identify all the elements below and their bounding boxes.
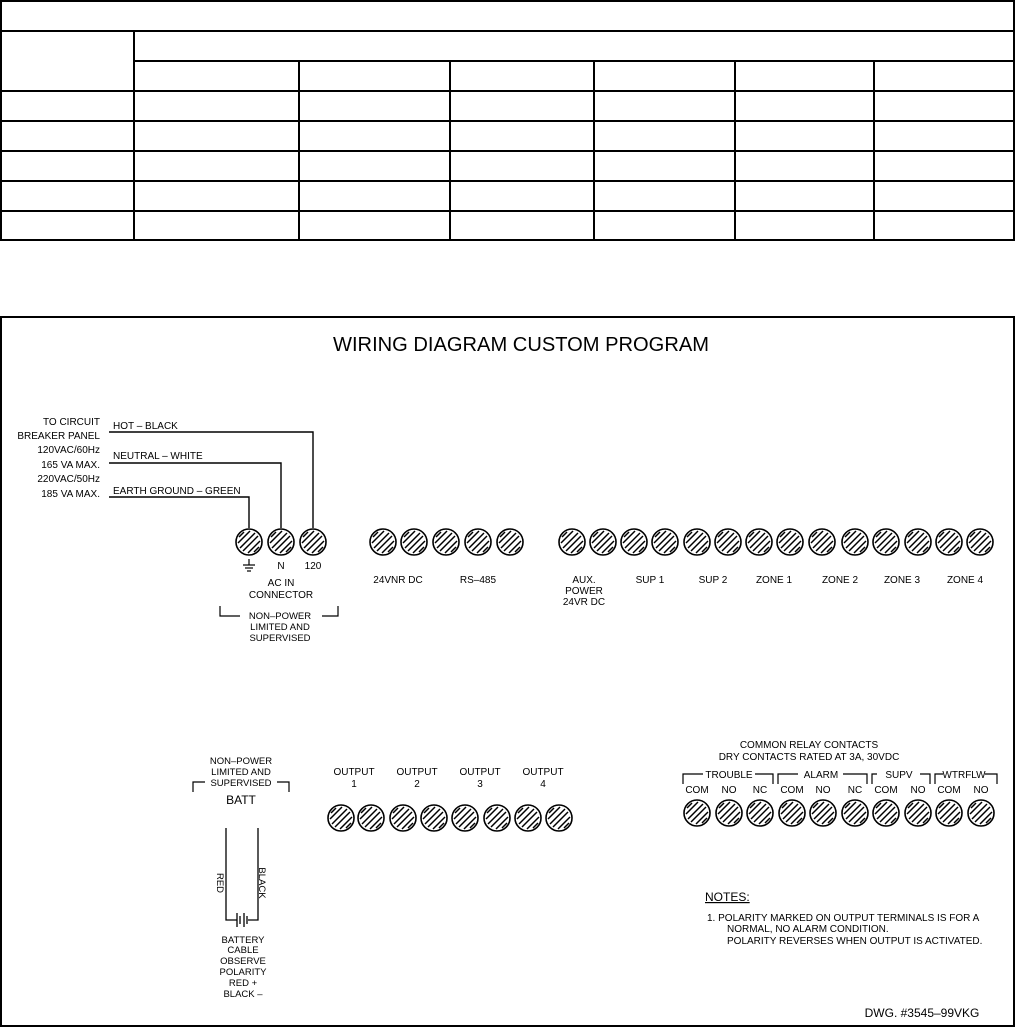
terminal-trouble-com: [684, 800, 710, 826]
relay-group-wtrflw: WTRFLW: [942, 770, 986, 781]
svg-text:185 VA MAX.: 185 VA MAX.: [41, 489, 100, 500]
label-sup1: SUP 1: [635, 575, 665, 586]
relay-term-label-7: COM: [874, 785, 898, 796]
relay-term-label-4: COM: [780, 785, 804, 796]
wire-red-label: RED: [214, 872, 225, 894]
terminal-supv-com: [873, 800, 899, 826]
ac-terminal-ground: [236, 529, 262, 555]
relay-group-supv: SUPV: [885, 770, 913, 781]
terminal-sup2-2: [715, 529, 741, 555]
svg-text:RED +: RED +: [228, 978, 258, 989]
relay-term-label-10: NO: [973, 785, 989, 796]
terminal-output3-b: [484, 805, 510, 831]
output-4-label: OUTPUT: [522, 767, 564, 778]
ground-icon: [243, 559, 255, 571]
svg-text:NORMAL, NO ALARM CONDITION.: NORMAL, NO ALARM CONDITION.: [727, 924, 889, 935]
output-1-number: 1: [351, 779, 357, 790]
svg-text:COMMON RELAY CONTACTS: COMMON RELAY CONTACTS: [739, 740, 879, 751]
label-aux-power-2: POWER: [565, 586, 603, 597]
terminal-24vnr-2: [401, 529, 427, 555]
terminal-sup1-1: [621, 529, 647, 555]
notes-title: NOTES:: [705, 890, 750, 904]
terminal-label-120: 120: [304, 561, 322, 572]
batt-label: BATT: [226, 793, 256, 807]
svg-text:TO CIRCUIT: TO CIRCUIT: [42, 417, 100, 428]
label-zone2: ZONE 2: [821, 575, 859, 586]
terminal-zone1-2: [777, 529, 803, 555]
terminal-zone3-2: [905, 529, 931, 555]
terminal-zone3-1: [873, 529, 899, 555]
svg-text:LIMITED AND: LIMITED AND: [250, 622, 310, 633]
ac-bracket-text: [249, 611, 311, 644]
label-zone4: ZONE 4: [946, 575, 984, 586]
terminal-24vnr-1: [370, 529, 396, 555]
svg-text:NON–POWER: NON–POWER: [209, 756, 273, 767]
terminal-wtrflw-com: [936, 800, 962, 826]
output-2-number: 2: [414, 779, 420, 790]
terminal-output1-a: [328, 805, 354, 831]
relay-term-label-8: NO: [910, 785, 926, 796]
svg-text:DRY CONTACTS RATED AT 3A, 30VD: DRY CONTACTS RATED AT 3A, 30VDC: [718, 752, 900, 763]
svg-text:BATTERY: BATTERY: [221, 935, 265, 946]
relay-group-trouble: TROUBLE: [705, 770, 753, 781]
terminal-alarm-nc: [842, 800, 868, 826]
terminal-sup1-2: [652, 529, 678, 555]
label-sup2: SUP 2: [698, 575, 728, 586]
svg-text:OBSERVE: OBSERVE: [220, 956, 266, 967]
ac-source-label: [17, 417, 100, 500]
svg-text:CABLE: CABLE: [227, 945, 259, 956]
terminal-trouble-no: [716, 800, 742, 826]
terminal-output2-b: [421, 805, 447, 831]
terminal-rs485-2: [465, 529, 491, 555]
svg-text:165 VA MAX.: 165 VA MAX.: [41, 460, 100, 471]
terminal-rs485-1: [433, 529, 459, 555]
terminal-output4-b: [546, 805, 572, 831]
terminal-alarm-no: [810, 800, 836, 826]
relay-term-label-3: NC: [752, 785, 768, 796]
terminal-zone1-1: [746, 529, 772, 555]
ac-terminal-neutral: [268, 529, 294, 555]
diagram-title: WIRING DIAGRAM CUSTOM PROGRAM: [333, 334, 709, 356]
relay-group-alarm: ALARM: [803, 770, 839, 781]
terminal-zone4-2: [967, 529, 993, 555]
svg-text:BLACK –: BLACK –: [223, 989, 263, 1000]
svg-text:SUPERVISED: SUPERVISED: [249, 633, 311, 644]
output-3-label: OUTPUT: [459, 767, 501, 778]
relay-term-label-2: NO: [721, 785, 737, 796]
ac-connector-label: AC IN: [267, 578, 295, 589]
notes-items: [707, 913, 982, 947]
output-4-number: 4: [540, 779, 546, 790]
terminal-zone4-1: [936, 529, 962, 555]
output-2-label: OUTPUT: [396, 767, 438, 778]
terminal-alarm-com: [779, 800, 805, 826]
terminal-supv-no: [905, 800, 931, 826]
relay-term-label-6: NC: [847, 785, 863, 796]
ac-connector-label-2: CONNECTOR: [248, 590, 314, 601]
wire-neutral-label: NEUTRAL – WHITE: [113, 451, 203, 462]
terminal-output3-a: [452, 805, 478, 831]
svg-text:NON–POWER: NON–POWER: [248, 611, 312, 622]
batt-bracket-text: [210, 756, 272, 789]
relay-term-label-9: COM: [937, 785, 961, 796]
battery-cable-text: [220, 935, 268, 1000]
terminal-aux-1: [559, 529, 585, 555]
terminal-output1-b: [358, 805, 384, 831]
terminal-label-n: N: [277, 561, 285, 572]
label-zone3: ZONE 3: [883, 575, 921, 586]
terminal-zone2-2: [842, 529, 868, 555]
svg-text:1. POLARITY MARKED ON OUTPUT: 1. POLARITY MARKED ON OUTPUT TERMINALS IS FOR A: [707, 913, 980, 924]
svg-text:LIMITED AND: LIMITED AND: [211, 767, 271, 778]
terminal-aux-2: [590, 529, 616, 555]
svg-text:BREAKER PANEL: BREAKER PANEL: [17, 431, 100, 442]
terminal-output2-a: [390, 805, 416, 831]
wire-hot-label: HOT – BLACK: [113, 421, 178, 432]
label-aux-power: AUX.: [572, 575, 596, 586]
svg-text:POLARITY REVERSES WHEN OUTPUT: POLARITY REVERSES WHEN OUTPUT IS ACTIVATED.: [727, 936, 983, 947]
label-aux-power-3: 24VR DC: [562, 597, 606, 608]
terminal-rs485-3: [497, 529, 523, 555]
svg-text:120VAC/60Hz: 120VAC/60Hz: [37, 445, 100, 456]
relay-term-label-5: NO: [815, 785, 831, 796]
wire-ground-label: EARTH GROUND – GREEN: [113, 486, 241, 497]
relay-header: [719, 740, 900, 763]
output-1-label: OUTPUT: [333, 767, 375, 778]
terminal-wtrflw-no: [968, 800, 994, 826]
svg-text:SUPERVISED: SUPERVISED: [210, 778, 272, 789]
terminal-sup2-1: [684, 529, 710, 555]
ac-terminal-hot: [300, 529, 326, 555]
ac-wires: [109, 432, 313, 528]
battery-cable: [226, 828, 258, 927]
relay-term-label-1: COM: [685, 785, 709, 796]
label-24vnr: 24VNR DC: [373, 575, 423, 586]
label-rs485: RS–485: [459, 575, 497, 586]
terminal-trouble-nc: [747, 800, 773, 826]
wire-black-label: BLACK: [256, 867, 267, 899]
drawing-number: DWG. #3545–99VKG: [864, 1006, 980, 1020]
output-3-number: 3: [477, 779, 483, 790]
svg-text:220VAC/50Hz: 220VAC/50Hz: [37, 474, 100, 485]
terminal-zone2-1: [809, 529, 835, 555]
svg-text:POLARITY: POLARITY: [219, 967, 267, 978]
terminal-output4-a: [515, 805, 541, 831]
label-zone1: ZONE 1: [755, 575, 793, 586]
